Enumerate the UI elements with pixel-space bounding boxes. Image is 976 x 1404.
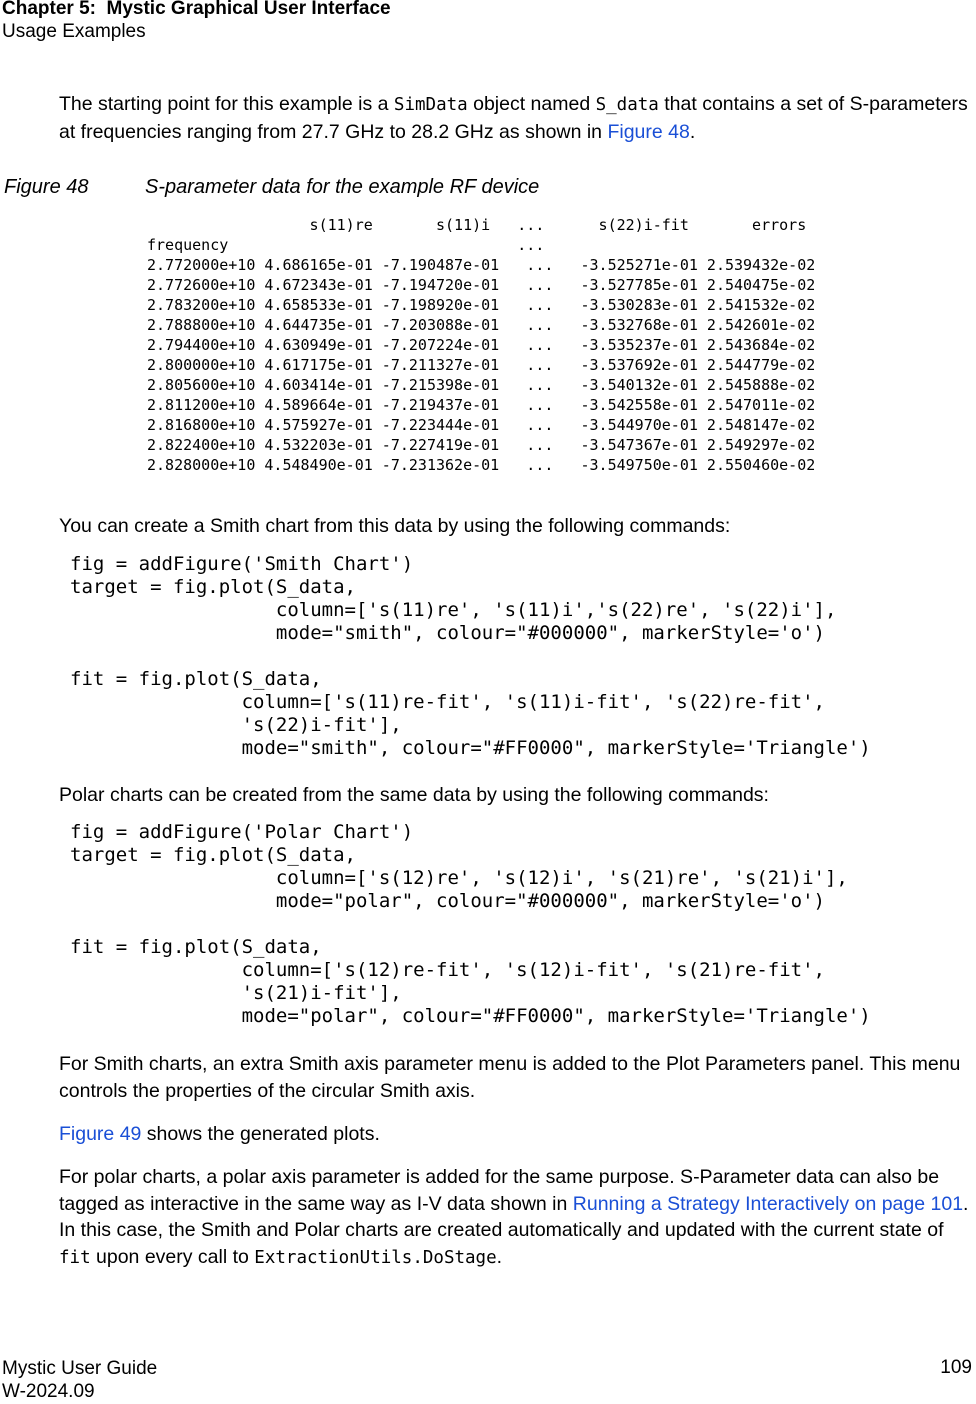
intro-text-1: The starting point for this example is a xyxy=(59,93,394,115)
intro-text-3: that contains a set of S-parameters at frequencies ranging from 27.7 GHz to 28.2 GHz as shown in xyxy=(59,93,968,143)
figure-48-link[interactable]: Figure 48 xyxy=(607,120,690,143)
figure-49-text: shows the generated plots. xyxy=(141,1123,380,1145)
polar-intro-paragraph: Polar charts can be created from the same data by using the following commands: xyxy=(59,784,769,806)
footer-left xyxy=(2,1357,157,1403)
section-heading: Usage Examples xyxy=(2,21,146,42)
running-strategy-link[interactable]: Running a Strategy Interactively on page 101 xyxy=(572,1192,964,1215)
figure-49-paragraph xyxy=(59,1121,974,1148)
footer-version: W-2024.09 xyxy=(2,1381,95,1402)
smith-intro-paragraph: You can create a Smith chart from this data by using the following commands: xyxy=(59,515,731,537)
intro-text-2: object named xyxy=(467,93,596,115)
polar-text-1: For polar charts, a polar axis parameter is added for the same purpose. S-Parameter data can also be tagged as interactive in the same way as I-V data shown in xyxy=(59,1166,940,1215)
polar-text-3: upon every call to xyxy=(90,1245,255,1268)
polar-code-block: fig = addFigure('Polar Chart') target = fig.plot(S_data, column=['s(12)re', 's(12)i', 's(21)re', 's(21)i'], mode="polar", colour="#000000", markerStyle='o') fit = fig.plot(S_data, column=['s(12)re-fit', 's(12)i-fit', 's(21)re-fit', 's(21)i-fit'], mode="polar", colour="#FF0000", markerStyle='Triangle') xyxy=(70,821,871,1027)
polar-axis-paragraph xyxy=(59,1164,974,1271)
intro-paragraph xyxy=(59,91,974,145)
polar-text-2: . In this case, the Smith and Polar charts are created automatically and updated with the current state of xyxy=(59,1192,969,1241)
chapter-heading: Chapter 5: Mystic Graphical User Interface xyxy=(2,0,391,19)
footer-guide-title: Mystic User Guide xyxy=(2,1358,158,1379)
figure-number: Figure 48 xyxy=(4,176,89,198)
smith-code-block: fig = addFigure('Smith Chart') target = fig.plot(S_data, column=['s(11)re', 's(11)i','s(22)re', 's(22)i'], mode="smith", colour="#000000", markerStyle='o') fit = fig.plot(S_data, column=['s(11)re-fit', 's(11)i-fit', 's(22)re-fit', 's(22)i-fit'], mode="smith", colour="#FF0000", markerStyle='Triangle') xyxy=(70,553,871,759)
smith-axis-paragraph: For Smith charts, an extra Smith axis parameter menu is added to the Plot Parameters panel. This menu controls the properties of the circular Smith axis. xyxy=(59,1053,961,1102)
figure-48-caption xyxy=(4,176,539,199)
s-parameter-data-table: s(11)re s(11)i ... s(22)i-fit errors frequency ... 2.772000e+10 4.686165e-01 -7.190487e-01 ... -3.525271e-01 2.539432e-02 2.772600e+10 4.672343e-01 -7.194720e-01 ... -3.527785e-01 2.540475e-02 2.783200e+10 4.658533e-01 -7.198920e-01 ... -3.530283e-01 2.541532e-02 2.788800e+10 4.644735e-01 -7.203088e-01 ... -3.532768e-01 2.542601e-02 2.794400e+10 4.630949e-01 -7.207224e-01 ... -3.535237e-01 2.543684e-02 2.800000e+10 4.617175e-01 -7.211327e-01 ... -3.537692e-01 2.544779e-02 2.805600e+10 4.603414e-01 -7.215398e-01 ... -3.540132e-01 2.545888e-02 2.811200e+10 4.589664e-01 -7.219437e-01 ... -3.542558e-01 2.547011e-02 2.816800e+10 4.575927e-01 -7.223444e-01 ... -3.544970e-01 2.548147e-02 2.822400e+10 4.532203e-01 -7.227419e-01 ... -3.547367e-01 2.549297e-02 2.828000e+10 4.548490e-01 -7.231362e-01 ... -3.549750e-01 2.550460e-02 xyxy=(147,216,816,474)
polar-text-4: . xyxy=(496,1245,503,1268)
page-number: 109 xyxy=(940,1357,972,1378)
simdata-code: SimData xyxy=(393,95,468,115)
fit-code: fit xyxy=(59,1247,91,1268)
figure-title: S-parameter data for the example RF device xyxy=(145,176,540,198)
dostage-code: ExtractionUtils.DoStage xyxy=(254,1247,497,1268)
figure-49-link[interactable]: Figure 49 xyxy=(59,1123,142,1145)
intro-text-4: . xyxy=(689,120,696,143)
s-data-code: S_data xyxy=(595,95,659,115)
